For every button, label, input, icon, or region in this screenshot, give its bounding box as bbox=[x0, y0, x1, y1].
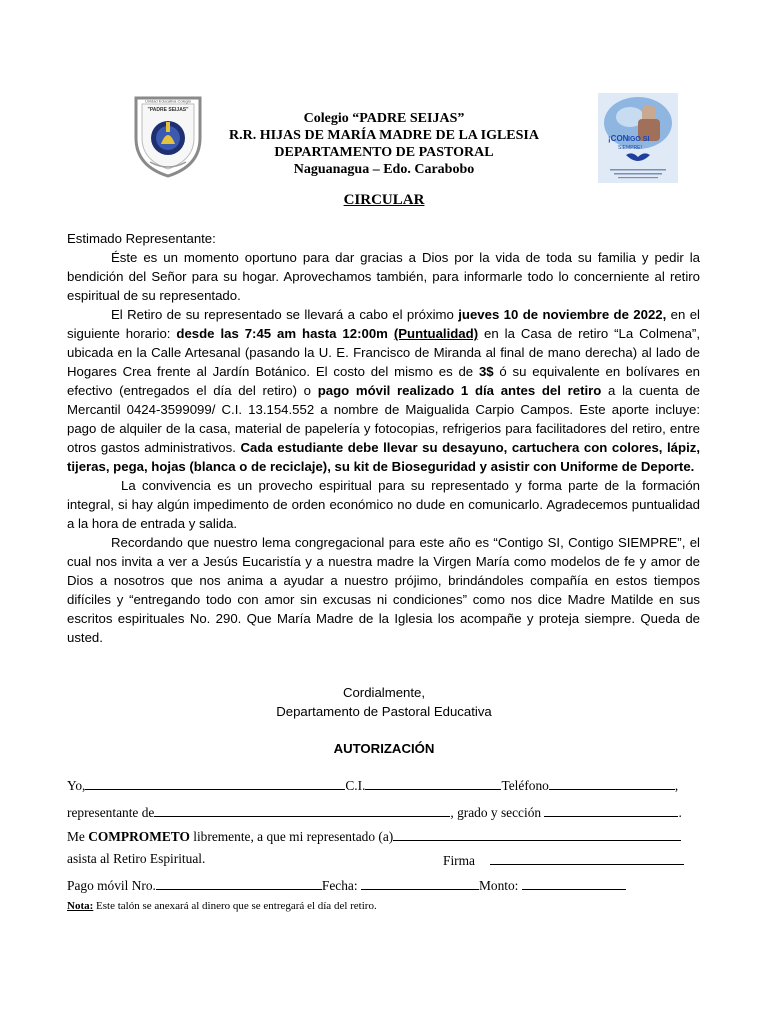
retreat-cost: 3$ bbox=[478, 364, 494, 379]
svg-text:"PADRE SEIJAS": "PADRE SEIJAS" bbox=[147, 107, 189, 113]
retreat-date: jueves 10 de noviembre de 2022, bbox=[458, 307, 667, 322]
congregation-name: R.R. HIJAS DE MARÍA MADRE DE LA IGLESIA bbox=[229, 128, 539, 143]
svg-text:Unidad Educativa Colegio: Unidad Educativa Colegio bbox=[144, 98, 192, 104]
representado-field[interactable] bbox=[393, 827, 681, 841]
form-row-compromiso bbox=[67, 827, 681, 845]
school-name: Colegio “PADRE SEIJAS” bbox=[303, 111, 465, 126]
pago-field[interactable] bbox=[156, 876, 322, 890]
retreat-schedule: desde las 7:45 am hasta 12:00m bbox=[176, 326, 388, 341]
note-label: Nota: bbox=[67, 900, 94, 912]
retreat-text-2: en el siguiente horario: bbox=[67, 307, 700, 341]
telefono-field[interactable] bbox=[549, 776, 675, 790]
letter-body bbox=[67, 229, 700, 647]
department-name: DEPARTAMENTO DE PASTORAL bbox=[274, 145, 494, 160]
form-row-firma bbox=[443, 851, 684, 869]
paragraph-motto: Recordando que nuestro lema congregacional para este año es “Contigo SI, Contigo SIEMPRE”, el cual nos invita a ver a Jesús Eucaristía y a nuestra madre la Virgen María como modelos de fe y amor de Dios a nosotros que nos anima a ayudar a nuestro prójimo, brindándoles compañía en estos tiempos difíciles y “entregando todo con amor sin excusas ni condiciones” como nos dice Madre Matilde en sus escritos espirituales No. 290. Que María Madre de la Iglesia los acompañe y proteja siempre. Queda de usted. bbox=[67, 535, 700, 645]
closing-greeting: Cordialmente, bbox=[342, 685, 426, 700]
school-seal-logo bbox=[128, 92, 208, 178]
monto-label: Monto: bbox=[478, 878, 519, 893]
form-row-pago bbox=[67, 876, 626, 894]
telefono-label: Teléfono bbox=[501, 778, 549, 793]
form-row-name: Yo, C.I. Teléfono , bbox=[67, 778, 679, 793]
libremente-label: libremente, a que mi representado (a) bbox=[189, 829, 394, 844]
representante-label: representante de bbox=[67, 805, 155, 820]
authorization-title: AUTORIZACIÓN bbox=[333, 741, 435, 756]
svg-text:IGO SI: IGO SI bbox=[628, 136, 650, 143]
asista-label: asista al Retiro Espiritual. bbox=[67, 851, 206, 866]
salutation: Estimado Representante: bbox=[67, 231, 216, 246]
fecha-field[interactable] bbox=[361, 876, 479, 890]
pago-label: Pago móvil Nro. bbox=[67, 878, 156, 893]
note-text: Este talón se anexará al dinero que se entregará el día del retiro. bbox=[93, 900, 377, 912]
retreat-text-6: a la cuenta de Mercantil 0424-3599099/ C.I. 13.154.552 a nombre de Maigualida Carpio Campos. Este aporte incluye: pago de alquiler de la casa, material de papelería y fotocopias, refrigerios para facilitadores del retiro, entre otros gastos administrativos. bbox=[67, 383, 700, 455]
paragraph-retreat-details bbox=[67, 305, 700, 476]
closing-signature: Departamento de Pastoral Educativa bbox=[276, 704, 492, 719]
grado-label: , grado y sección bbox=[450, 805, 542, 820]
fecha-label: Fecha: bbox=[321, 878, 358, 893]
ci-label: C.I. bbox=[345, 778, 366, 793]
retreat-text-1: El Retiro de su representado se llevará a cabo el próximo bbox=[111, 307, 459, 322]
form-row-representante: representante de , grado y sección . bbox=[67, 805, 682, 820]
retreat-text-5: ó su equivalente en bolívares en efectivo (entregados el día del retiro) o bbox=[67, 364, 700, 398]
note-line bbox=[67, 900, 377, 912]
monto-field[interactable] bbox=[522, 876, 626, 890]
representante-field[interactable] bbox=[154, 803, 450, 817]
punctuality-note: (Puntualidad) bbox=[393, 326, 479, 341]
retreat-text-4: en la Casa de retiro “La Colmena”, ubicada en la Calle Artesanal (pasando la U. E. Francisco de Miranda al final de mano derecha) al lado de Hogares Crea frente al Jardín Botánico. El costo del mismo es de bbox=[67, 326, 700, 379]
student-requirements: Cada estudiante debe llevar su desayuno, cartuchera con colores, lápiz, tijeras, pega, hojas (blanca o de reciclaje), su kit de Bioseguridad y asistir con Uniforme de Deporte. bbox=[67, 440, 700, 474]
mobile-payment-note: pago móvil realizado 1 día antes del retiro bbox=[317, 383, 602, 398]
grado-field[interactable] bbox=[544, 803, 678, 817]
form-row-asista bbox=[67, 851, 205, 867]
ci-field[interactable] bbox=[365, 776, 501, 790]
closing-block bbox=[0, 683, 768, 721]
school-location: Naguanagua – Edo. Carabobo bbox=[293, 162, 475, 177]
name-field[interactable] bbox=[85, 776, 345, 790]
contigo-si-poster bbox=[598, 93, 678, 183]
paragraph-intro: Éste es un momento oportuno para dar gracias a Dios por la vida de toda su familia y pedir la bendición del Señor para su hogar. Aprovechamos también, para informarle todo lo concerniente al retiro espiritual de su representado. bbox=[67, 250, 700, 303]
school-heading bbox=[200, 110, 568, 178]
firma-label: Firma bbox=[443, 853, 475, 868]
svg-text:¡CON: ¡CON bbox=[608, 134, 629, 143]
firma-field[interactable] bbox=[490, 851, 684, 865]
yo-label: Yo, bbox=[67, 778, 86, 793]
paragraph-convivencia: La convivencia es un provecho espiritual para su representado y forma parte de la formación integral, si hay algún impedimento de orden económico no dude en comunicarlo. Agradecemos puntualidad a la hora de entrada y salida. bbox=[67, 478, 700, 531]
me-label: Me bbox=[67, 829, 89, 844]
document-title: CIRCULAR bbox=[343, 192, 425, 208]
svg-text:SIEMPRE!: SIEMPRE! bbox=[618, 145, 642, 151]
comprometo-label: COMPROMETO bbox=[88, 829, 190, 844]
